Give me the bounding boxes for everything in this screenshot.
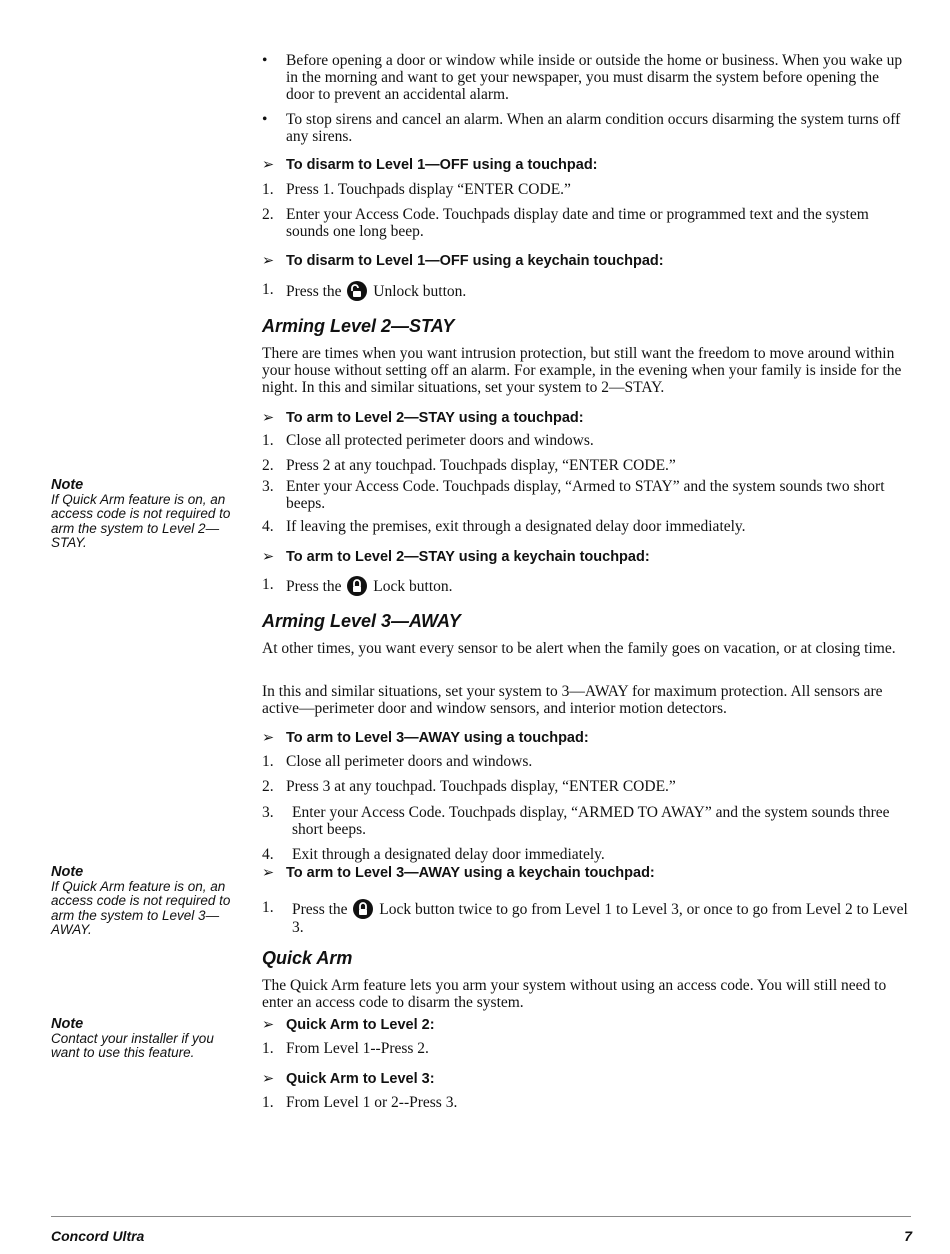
note-title: Note	[51, 864, 84, 880]
step-text: Enter your Access Code. Touchpads display date and time or programmed text and the system sounds one long beep.	[286, 206, 869, 240]
section-intro: In this and similar situations, set your system to 3—AWAY for maximum protection. All sensors are active—perimeter door and window sensors, and interior motion detectors.	[262, 683, 883, 717]
step-number: 1.	[262, 181, 274, 198]
procedure-title: To arm to Level 2—STAY using a touchpad:	[286, 410, 584, 426]
step-number: 1.	[262, 576, 274, 593]
note-text: Contact your installer if you want to use this feature.	[51, 1030, 214, 1060]
step-text: Press 2 at any touchpad. Touchpads display, “ENTER CODE.”	[286, 457, 676, 474]
lock-icon	[347, 576, 367, 596]
procedure-heading	[262, 865, 655, 881]
step-item	[262, 778, 910, 795]
procedure-title: To disarm to Level 1—OFF using a keychain touchpad:	[286, 253, 664, 269]
bullet-item	[262, 52, 910, 103]
step-number: 1.	[262, 432, 274, 449]
step-number: 2.	[262, 206, 274, 223]
section-intro: The Quick Arm feature lets you arm your system without using an access code. You will still need to enter an access code to disarm the system.	[262, 977, 887, 1011]
procedure-heading	[262, 549, 650, 565]
step-item	[262, 518, 910, 535]
step-item	[262, 457, 910, 474]
section-title: Arming Level 2—STAY	[262, 316, 455, 336]
page-number: 7	[904, 1228, 912, 1244]
step-text: Exit through a designated delay door immediately.	[292, 846, 605, 863]
lock-icon	[353, 899, 373, 919]
step-number: 2.	[262, 457, 274, 474]
unlock-icon	[347, 281, 367, 301]
step-item	[262, 281, 910, 301]
step-item	[262, 432, 910, 449]
step-text: If leaving the premises, exit through a designated delay door immediately.	[286, 518, 746, 535]
step-number: 1.	[262, 281, 274, 298]
margin-note	[51, 478, 236, 551]
footer-divider	[51, 1216, 911, 1217]
step-text: Press 3 at any touchpad. Touchpads display, “ENTER CODE.”	[286, 778, 676, 795]
arrow-marker: ➢	[262, 865, 275, 881]
step-number: 1.	[262, 1040, 274, 1057]
step-text: Close all protected perimeter doors and windows.	[286, 432, 594, 449]
step-number: 2.	[262, 778, 274, 795]
arrow-marker: ➢	[262, 157, 275, 173]
step-item	[262, 804, 910, 838]
step-text: From Level 1--Press 2.	[286, 1040, 429, 1057]
section-intro: There are times when you want intrusion protection, but still want the freedom to move around within your house without setting off an alarm. For example, in the evening when your family is inside for the night. In this and similar situations, set your system to 2—STAY.	[262, 345, 902, 396]
procedure-title: To arm to Level 3—AWAY using a touchpad:	[286, 730, 589, 746]
procedure-heading	[262, 1071, 435, 1087]
margin-note	[51, 865, 236, 938]
step-number: 4.	[262, 846, 274, 863]
bullet-marker: •	[262, 111, 268, 128]
arrow-marker: ➢	[262, 410, 275, 426]
procedure-heading	[262, 253, 664, 269]
step-item	[262, 1040, 910, 1057]
step-text: Lock button twice to go from Level 1 to Level 3, or once to go from Level 2 to Level 3.	[292, 901, 908, 936]
step-item	[262, 181, 910, 198]
procedure-heading	[262, 157, 598, 173]
procedure-title: Quick Arm to Level 2:	[286, 1017, 435, 1033]
note-text: If Quick Arm feature is on, an access code is not required to arm the system to Level 2— STAY.	[51, 491, 231, 550]
step-number: 3.	[262, 478, 274, 495]
procedure-title: To disarm to Level 1—OFF using a touchpad:	[286, 157, 598, 173]
step-number: 4.	[262, 518, 274, 535]
bullet-item	[262, 111, 910, 145]
step-text: Lock button.	[373, 578, 453, 595]
procedure-heading	[262, 730, 589, 746]
step-text: Press the	[292, 901, 348, 918]
step-number: 3.	[262, 804, 274, 821]
note-title: Note	[51, 1016, 84, 1032]
procedure-title: To arm to Level 2—STAY using a keychain touchpad:	[286, 549, 650, 565]
note-text: If Quick Arm feature is on, an access code is not required to arm the system to Level 3— AWAY.	[51, 878, 231, 937]
arrow-marker: ➢	[262, 1017, 275, 1033]
step-text: Enter your Access Code. Touchpads display, “ARMED TO AWAY” and the system sounds three short beeps.	[292, 804, 890, 838]
footer-product-name: Concord Ultra	[51, 1228, 145, 1244]
step-text: Press the	[286, 578, 342, 595]
step-text: Close all perimeter doors and windows.	[286, 753, 533, 770]
step-text: Press 1. Touchpads display “ENTER CODE.”	[286, 181, 571, 198]
procedure-heading	[262, 410, 584, 426]
margin-note	[51, 1017, 236, 1061]
arrow-marker: ➢	[262, 730, 275, 746]
bullet-text: Before opening a door or window while inside or outside the home or business. When you wake up in the morning and want to get your newspaper, you must disarm the system before opening the door to prevent an accidental alarm.	[286, 52, 903, 103]
step-text: Press the	[286, 283, 342, 300]
step-item	[262, 206, 910, 240]
section-title: Arming Level 3—AWAY	[262, 611, 461, 631]
step-item	[262, 753, 910, 770]
step-item	[262, 576, 910, 596]
arrow-marker: ➢	[262, 549, 275, 565]
section-title: Quick Arm	[262, 948, 353, 968]
section-intro: At other times, you want every sensor to be alert when the family goes on vacation, or at closing time.	[262, 640, 896, 657]
procedure-title: To arm to Level 3—AWAY using a keychain touchpad:	[286, 865, 655, 881]
step-item	[262, 899, 910, 936]
procedure-heading	[262, 1017, 435, 1033]
note-title: Note	[51, 477, 84, 493]
step-text: Enter your Access Code. Touchpads display, “Armed to STAY” and the system sounds two short beeps.	[286, 478, 885, 512]
step-number: 1.	[262, 1094, 274, 1111]
arrow-marker: ➢	[262, 253, 275, 269]
step-number: 1.	[262, 899, 274, 916]
step-number: 1.	[262, 753, 274, 770]
step-item	[262, 846, 910, 863]
step-item	[262, 478, 910, 512]
step-item	[262, 1094, 910, 1111]
procedure-title: Quick Arm to Level 3:	[286, 1071, 435, 1087]
bullet-marker: •	[262, 52, 268, 69]
step-text: Unlock button.	[373, 283, 467, 300]
arrow-marker: ➢	[262, 1071, 275, 1087]
bullet-text: To stop sirens and cancel an alarm. When an alarm condition occurs disarming the system turns off any sirens.	[286, 111, 901, 145]
step-text: From Level 1 or 2--Press 3.	[286, 1094, 458, 1111]
